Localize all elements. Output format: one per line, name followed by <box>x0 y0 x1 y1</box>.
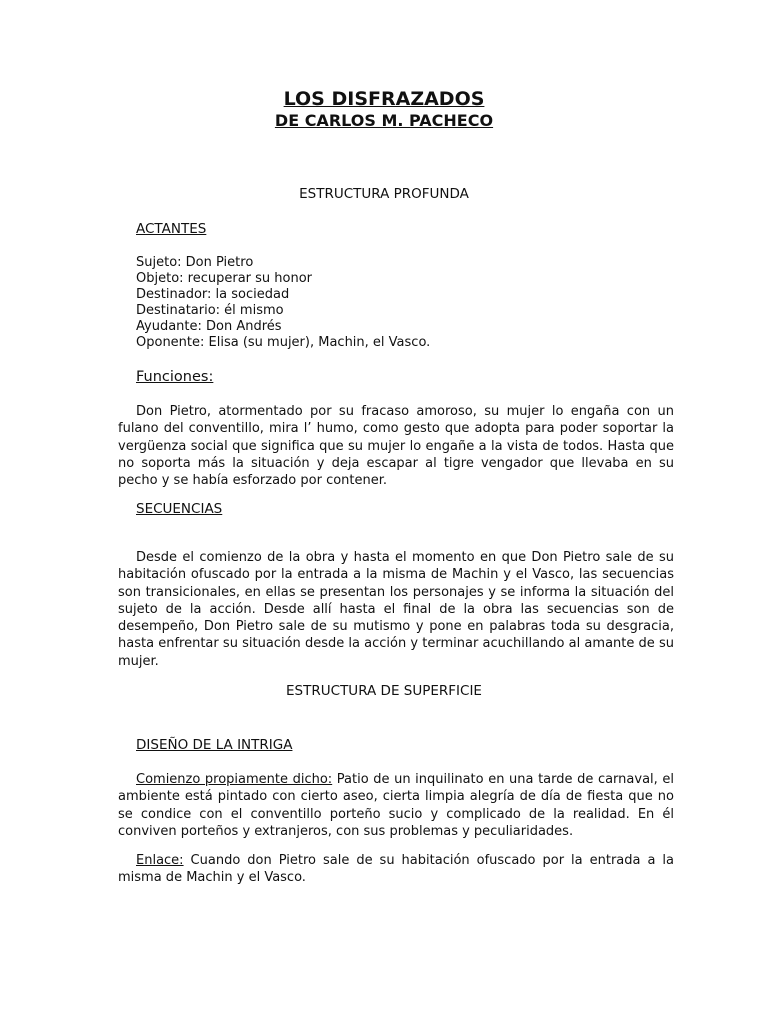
actants-list <box>136 255 430 352</box>
beginning-text: Patio de un inquilinato en una tarde de carnaval, el ambiente está pintado con cierto aseo, cierta limpia alegría de día de fiesta que no se condice con el conventillo porteño sucio y complicado de la realidad. En él conviven porteños y extranjeros, con sus problemas y peculiaridades. <box>118 772 674 839</box>
functions-label: Funciones: <box>136 369 214 385</box>
actant-item: Ayudante: Don Andrés <box>136 319 282 335</box>
beginning-label: Comienzo propiamente dicho: <box>136 772 333 787</box>
beginning-paragraph <box>118 771 674 840</box>
section-heading-surface-structure: ESTRUCTURA DE SUPERFICIE <box>286 683 482 699</box>
actant-item: Destinatario: él mismo <box>136 303 284 319</box>
document-author: DE CARLOS M. PACHECO <box>274 111 494 130</box>
link-label: Enlace: <box>136 853 184 868</box>
actant-item: Objeto: recuperar su honor <box>136 271 313 287</box>
sequences-paragraph: Desde el comienzo de la obra y hasta el momento en que Don Pietro sale de su habitación ofuscado por la entrada a la misma de Machin y el Vasco, las secuencias son transicionales, en ellas se presentan los personajes y se informa la situación del sujeto de la acción. Desde allí hasta el final de la obra las secuencias son de desempeño, Don Pietro sale de su mutismo y pone en palabras toda su desgracia, hasta enfrentar su situación desde la acción y terminar acuchillando al amante de su mujer. <box>118 550 674 669</box>
document-title: LOS DISFRAZADOS <box>283 88 485 110</box>
section-heading-deep-structure: ESTRUCTURA PROFUNDA <box>299 186 469 202</box>
link-paragraph <box>118 852 674 887</box>
actant-item: Oponente: Elisa (su mujer), Machin, el Vasco. <box>136 335 431 351</box>
intrigue-design-label: DISEÑO DE LA INTRIGA <box>136 737 293 753</box>
sequences-label: SECUENCIAS <box>136 501 223 517</box>
actant-item: Destinador: la sociedad <box>136 287 290 303</box>
functions-paragraph: Don Pietro, atormentado por su fracaso amoroso, su mujer lo engaña con un fulano del conventillo, mira l’ humo, como gesto que adopta para poder soportar la vergüenza social que significa que su mujer lo engañe a la vista de todos. Hasta que no soporta más la situación y deja escapar al tigre vengador que llevaba en su pecho y se había esforzado por contener. <box>118 404 674 489</box>
actant-item: Sujeto: Don Pietro <box>136 255 254 270</box>
link-text: Cuando don Pietro sale de su habitación ofuscado por la entrada a la misma de Machin y el Vasco. <box>118 853 674 886</box>
actants-label: ACTANTES <box>136 221 207 237</box>
